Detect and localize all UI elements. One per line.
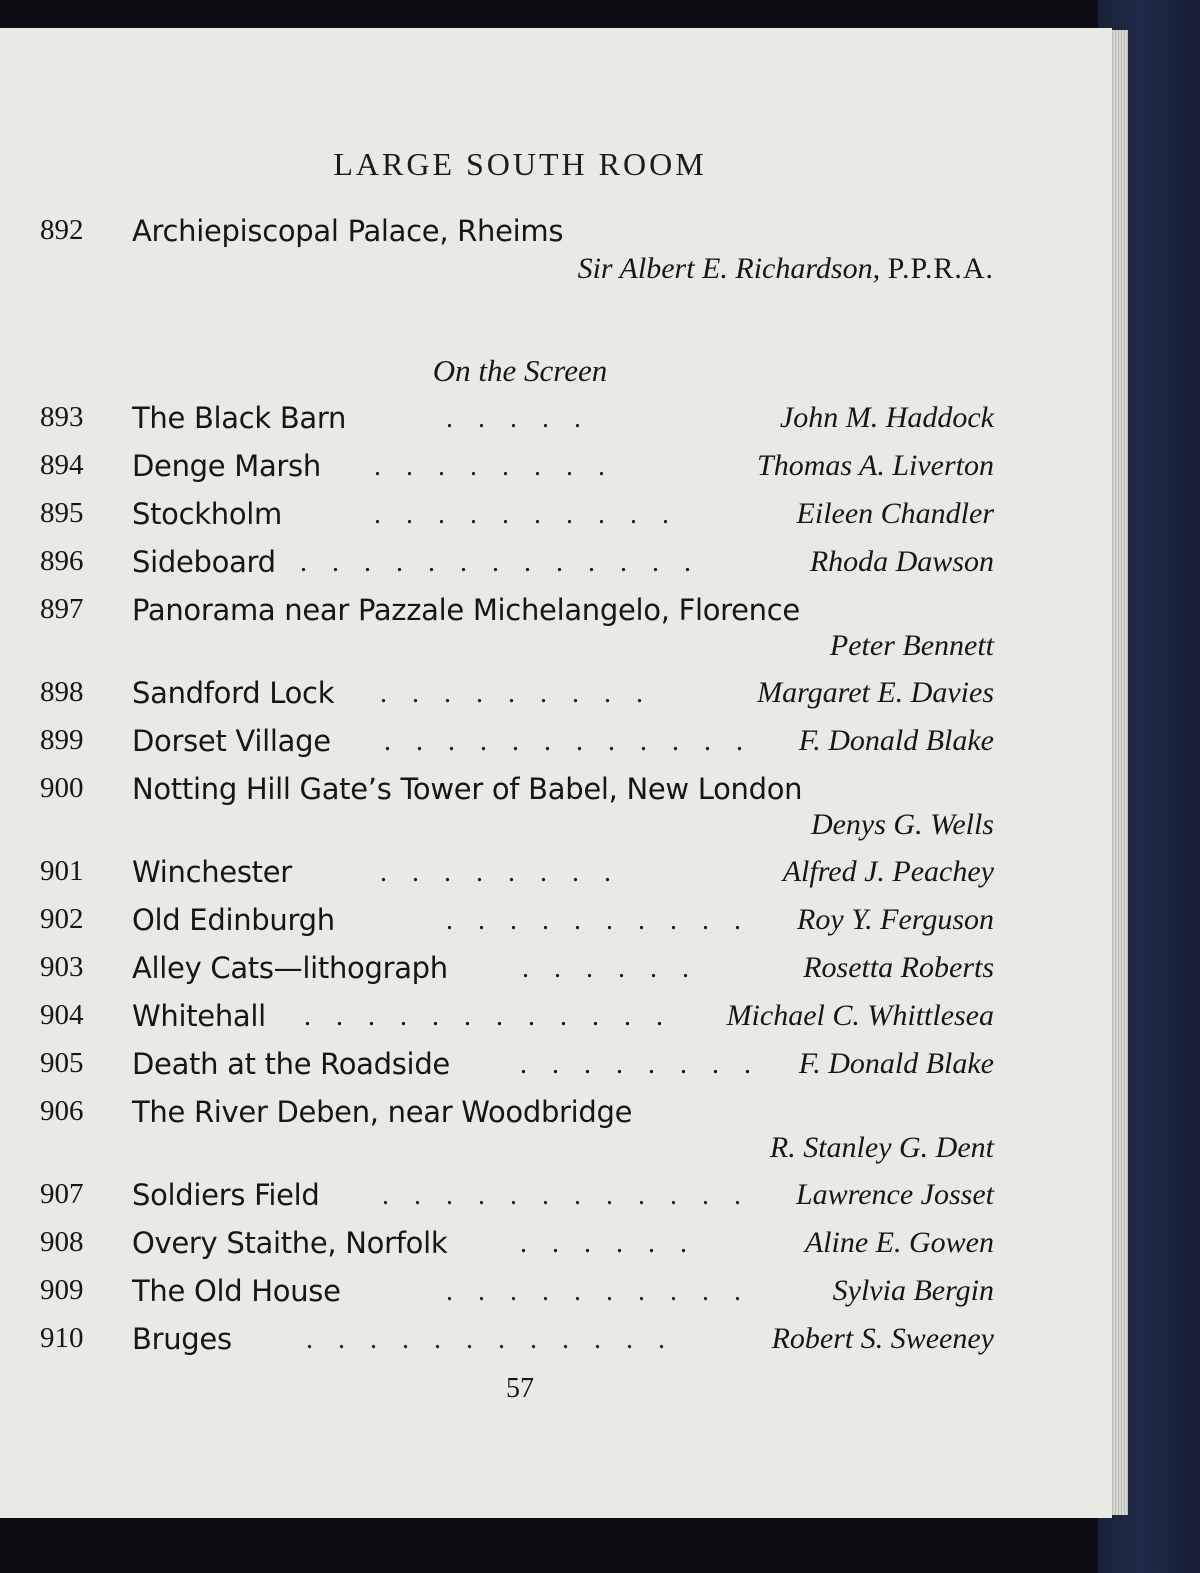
leader-dots: . . . . . . . . . . . . — [382, 1180, 750, 1211]
entry-artist: Rosetta Roberts — [803, 951, 994, 984]
entry-number: 897 — [40, 593, 84, 625]
page-number: 57 — [506, 1373, 534, 1404]
entry-number: 896 — [40, 545, 84, 577]
entry-number: 910 — [40, 1322, 84, 1354]
artist-honours: P.P.R.A. — [887, 252, 994, 285]
leader-dots: . . . . . . — [520, 1228, 696, 1259]
entry-title: The Old House — [132, 1274, 341, 1308]
entry-title: Death at the Roadside — [132, 1047, 450, 1081]
leader-dots: . . . . . . . . . . . . — [304, 1001, 672, 1032]
entry-artist: R. Stanley G. Dent — [769, 1131, 994, 1164]
entry-artist: Rhoda Dawson — [809, 545, 994, 578]
entry-artist: Sylvia Bergin — [832, 1274, 994, 1307]
entry-title: Sideboard — [132, 545, 276, 579]
entry-number: 901 — [40, 855, 84, 887]
leader-dots: . . . . . . — [522, 953, 698, 984]
entry-title: Soldiers Field — [132, 1178, 320, 1212]
entry-artist: Lawrence Josset — [795, 1178, 994, 1211]
leader-dots: . . . . . . . . . . . . . — [300, 547, 700, 578]
entry-artist: F. Donald Blake — [798, 724, 994, 757]
entry-number: 908 — [40, 1226, 84, 1258]
entry-artist: Alfred J. Peachey — [782, 855, 994, 888]
entry-title: Old Edinburgh — [132, 903, 335, 937]
entry-number: 902 — [40, 903, 84, 935]
entry-artist: John M. Haddock — [779, 401, 994, 434]
leader-dots: . . . . . — [446, 403, 590, 434]
leader-dots: . . . . . . . . — [380, 857, 620, 888]
entry-number: 903 — [40, 951, 84, 983]
entry-number: 906 — [40, 1095, 84, 1127]
entry-number: 899 — [40, 724, 84, 756]
catalogue-page — [0, 28, 1112, 1518]
entry-number: 900 — [40, 772, 84, 804]
entry-artist: Robert S. Sweeney — [771, 1322, 994, 1355]
entry-number: 892 — [40, 214, 84, 246]
entry-number: 907 — [40, 1178, 84, 1210]
entry-number: 893 — [40, 401, 84, 433]
entry-artist: Eileen Chandler — [796, 497, 994, 530]
leader-dots: . . . . . . . . . . . . — [306, 1324, 674, 1355]
leader-dots: . . . . . . . . . . . . — [384, 726, 752, 757]
leader-dots: . . . . . . . . . . — [374, 499, 678, 530]
entry-artist: Aline E. Gowen — [804, 1226, 994, 1259]
entry-artist: Denys G. Wells — [810, 808, 994, 841]
entry-title: Dorset Village — [132, 724, 331, 758]
entry-number: 894 — [40, 449, 84, 481]
leader-dots: . . . . . . . . . . — [446, 1276, 750, 1307]
artist-name: Sir Albert E. Richardson, — [577, 252, 881, 285]
leader-dots: . . . . . . . . . . — [446, 905, 750, 936]
entry-artist: Roy Y. Ferguson — [797, 903, 994, 936]
entry-title: Bruges — [132, 1322, 232, 1356]
entry-title: Stockholm — [132, 497, 282, 531]
section-title: On the Screen — [432, 353, 608, 388]
entry-title: Panorama near Pazzale Michelangelo, Florence — [132, 593, 800, 627]
entry-artist: Margaret E. Davies — [757, 676, 994, 709]
leader-dots: . . . . . . . . — [520, 1049, 760, 1080]
entry-number: 905 — [40, 1047, 84, 1079]
leader-dots: . . . . . . . . — [374, 451, 614, 482]
page-title: LARGE SOUTH ROOM — [333, 146, 707, 182]
entry-title: Whitehall — [132, 999, 266, 1033]
entry-title: The River Deben, near Woodbridge — [132, 1095, 633, 1129]
entry-title: Notting Hill Gate’s Tower of Babel, New London — [132, 772, 803, 806]
entry-title: Alley Cats—lithograph — [132, 951, 448, 985]
entry-artist — [578, 252, 994, 286]
entry-title: Archiepiscopal Palace, Rheims — [132, 214, 564, 248]
entry-number: 898 — [40, 676, 84, 708]
entry-title: Overy Staithe, Norfolk — [132, 1226, 448, 1260]
entry-number: 904 — [40, 999, 84, 1031]
entry-number: 909 — [40, 1274, 84, 1306]
entry-title: Denge Marsh — [132, 449, 321, 483]
entry-artist: Peter Bennett — [829, 629, 994, 662]
entry-artist: Michael C. Whittlesea — [726, 999, 994, 1032]
entry-title: The Black Barn — [132, 401, 347, 435]
entry-title: Sandford Lock — [132, 676, 335, 710]
entry-artist: Thomas A. Liverton — [757, 449, 994, 482]
entry-title: Winchester — [132, 855, 292, 889]
entry-number: 895 — [40, 497, 84, 529]
leader-dots: . . . . . . . . . — [380, 678, 652, 709]
entry-artist: F. Donald Blake — [798, 1047, 994, 1080]
